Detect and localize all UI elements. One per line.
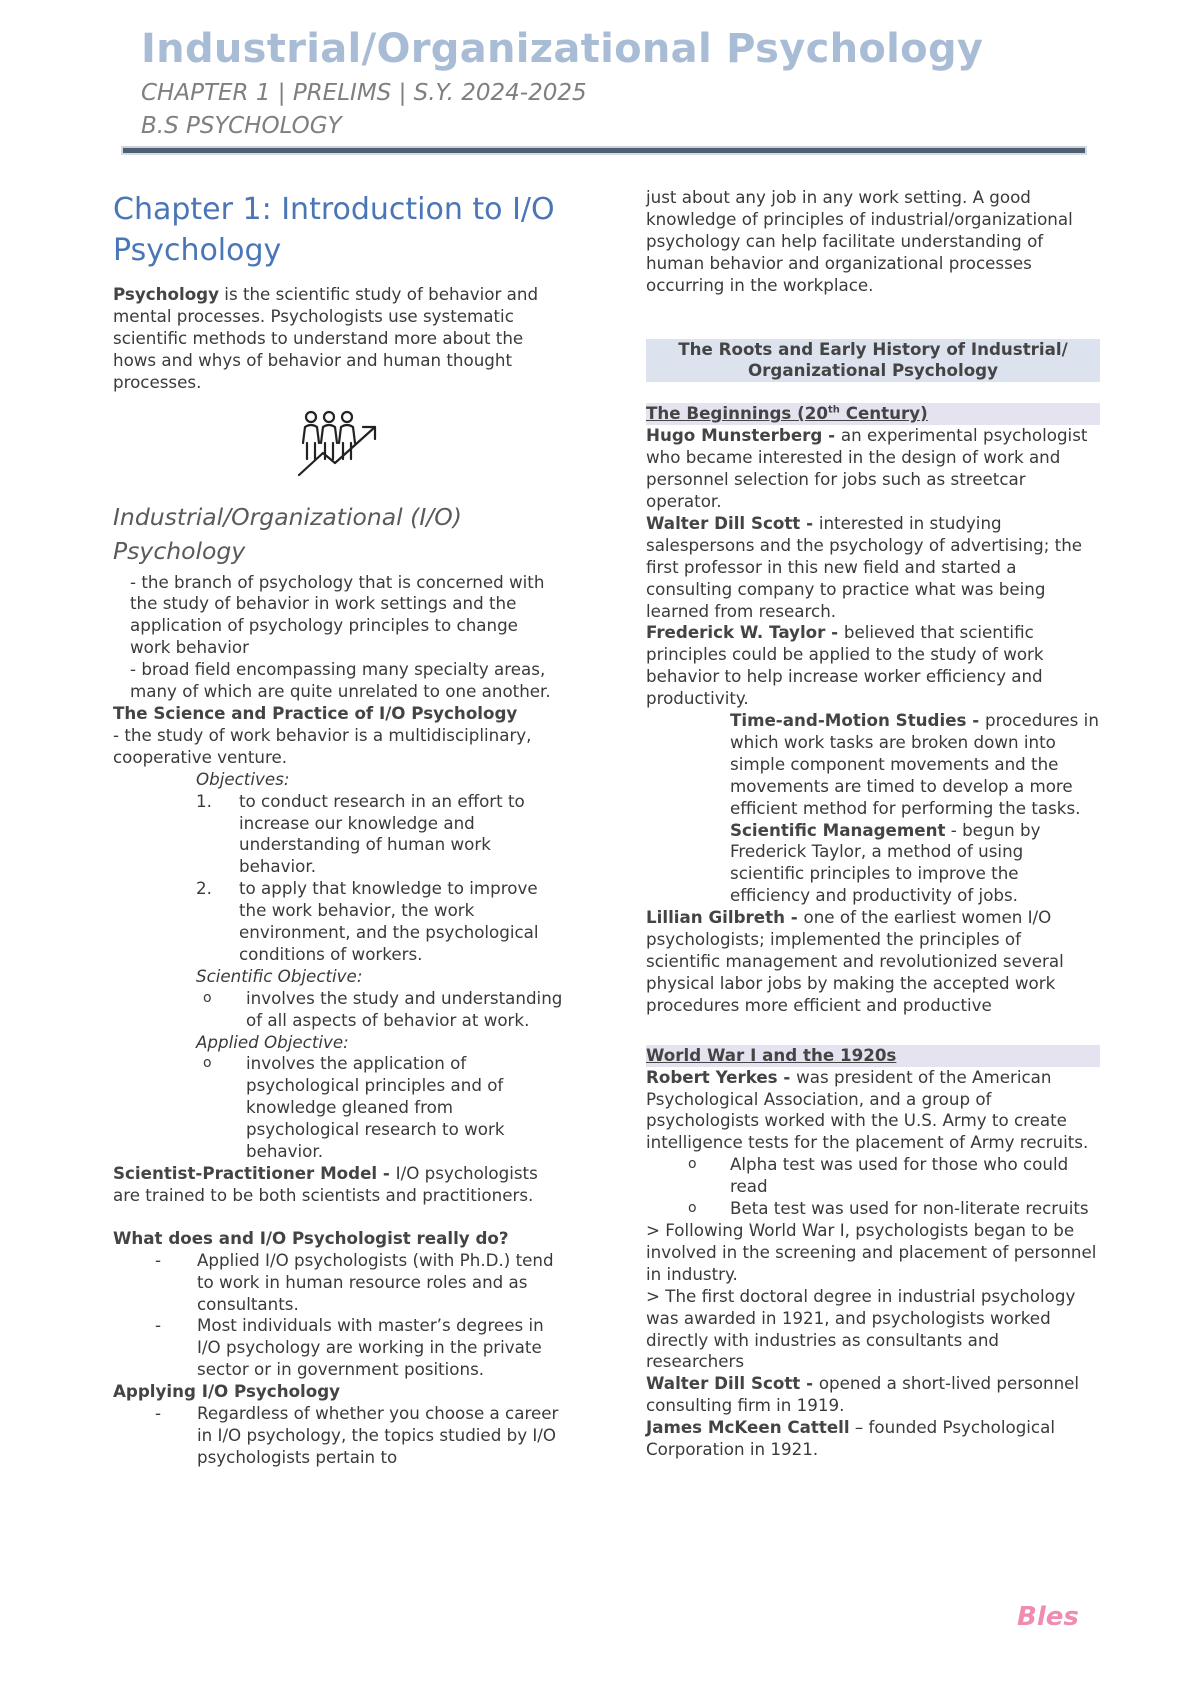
doctoral-degree-text: > The first doctoral degree in industrial psychology was awarded in 1921, and psychologists worked directly with industries as consultants and researchers	[646, 1285, 1076, 1372]
scientific-management-def: - begun by Frederick Taylor, a method of using scientific principles to improve the efficiency and productivity of jobs.	[730, 819, 1041, 906]
bullet-icon: o	[688, 1156, 697, 1173]
scott-term: Walter Dill Scott -	[646, 512, 819, 533]
science-practice-heading: The Science and Practice of I/O Psychology	[113, 702, 518, 723]
cattell-entry	[646, 1417, 1100, 1461]
spm-term: Scientist-Practitioner Model -	[113, 1163, 396, 1183]
yerkes-term: Robert Yerkes -	[646, 1066, 797, 1087]
beta-test-item	[646, 1198, 1100, 1220]
scott-entry	[646, 513, 1100, 623]
bullet-icon: o	[688, 1200, 697, 1217]
psychology-definition	[113, 284, 563, 394]
munsterberg-def: an experimental psychologist who became interested in the design of work and personnel selection for jobs such as streetcar operator.	[646, 425, 1088, 511]
chapter-title: Chapter 1: Introduction to I/O Psychology	[113, 192, 555, 268]
io-definition-1: - the branch of psychology that is concerned with the study of behavior in work settings and the application of psychology principles to change work behavior	[130, 571, 545, 658]
scott-firm-term: Walter Dill Scott -	[646, 1373, 819, 1394]
footer-watermark: Bles	[1017, 1602, 1079, 1632]
objective-item	[113, 791, 563, 879]
following-ww1-text: > Following World War I, psychologists began to be involved in the screening and placement of personnel in industry.	[646, 1219, 1097, 1284]
beta-test-text: Beta test was used for non-literate recruits	[730, 1198, 1089, 1219]
psychology-term: Psychology	[113, 284, 219, 304]
yerkes-entry	[646, 1067, 1100, 1155]
taylor-def: believed that scientific principles could be applied to the study of work behavior to help increase worker efficiency and productivity.	[646, 622, 1044, 709]
left-column	[113, 187, 563, 1469]
objective-text: to apply that knowledge to improve the work behavior, the work environment, and the psychological conditions of workers.	[239, 878, 539, 964]
list-item-text: Regardless of whether you choose a career in I/O psychology, the topics studied by I/O psychologists pertain to	[197, 1403, 559, 1467]
beginnings-heading-tail: Century)	[839, 403, 928, 424]
objective-item	[113, 878, 563, 966]
bullet-icon: o	[203, 1055, 212, 1072]
alpha-test-text: Alpha test was used for those who could read	[730, 1154, 1069, 1197]
cattell-term: James McKeen Cattell	[646, 1417, 850, 1438]
header-divider	[121, 146, 1087, 155]
dash-bullet: -	[155, 1315, 162, 1336]
objective-number: 1.	[196, 790, 212, 811]
time-motion-term: Time-and-Motion Studies -	[730, 710, 986, 731]
taylor-entry	[646, 622, 1100, 710]
time-motion-def: procedures in which work tasks are broken down into simple component movements and the movements are timed to develop a more efficient method for performing the tasks.	[730, 710, 1099, 818]
alpha-test-item	[646, 1154, 1100, 1198]
right-column	[646, 187, 1100, 1461]
objectives-label: Objectives:	[196, 768, 290, 789]
list-item	[113, 1250, 563, 1316]
gilbreth-term: Lillian Gilbreth -	[646, 907, 804, 928]
beginnings-heading-sup: th	[828, 404, 840, 416]
document-subtitle-chapter: CHAPTER 1 | PRELIMS | S.Y. 2024-2025	[141, 80, 587, 106]
objective-text: to conduct research in an effort to increase our knowledge and understanding of human work behavior.	[239, 790, 525, 877]
applied-objective-text: involves the application of psychological principles and of knowledge gleaned from psychological research to work behavior.	[246, 1053, 505, 1162]
continued-text: just about any job in any work setting. A good knowledge of principles of industrial/organizational psychology can help facilitate understanding of human behavior and organizational processes occurring in the workplace.	[646, 187, 1073, 295]
cattell-def: – founded Psychological Corporation in 1921.	[646, 1417, 1055, 1460]
applied-objective-item	[113, 1053, 563, 1163]
what-io-heading: What does and I/O Psychologist really do?	[113, 1227, 509, 1248]
yerkes-def: was president of the American Psychological Association, and a group of psychologists worked with the U.S. Army to create intelligence tests for the placement of Army recruits.	[646, 1066, 1089, 1153]
psychology-def-text: is the scientific study of behavior and mental processes. Psychologists use systematic scientific methods to understand more about the hows and whys of behavior and human thought processes.	[113, 284, 539, 392]
document-subtitle-program: B.S PSYCHOLOGY	[141, 113, 342, 139]
gilbreth-entry	[646, 907, 1100, 1017]
objective-number: 2.	[196, 878, 212, 899]
scientific-objective-item	[113, 988, 563, 1032]
gilbreth-def: one of the earliest women I/O psychologists; implemented the principles of scientific management and revolutionized several physical labor jobs by making the accepted work procedures more efficient and productive	[646, 907, 1064, 1015]
spm-def: I/O psychologists are trained to be both scientists and practitioners.	[113, 1163, 538, 1205]
io-definition-2: - broad field encompassing many specialty areas, many of which are quite unrelated to one another.	[130, 659, 551, 702]
taylor-term: Frederick W. Taylor -	[646, 622, 844, 643]
document-title: Industrial/Organizational Psychology	[141, 26, 984, 72]
list-item-text: Applied I/O psychologists (with Ph.D.) tend to work in human resource roles and as consultants.	[197, 1249, 554, 1314]
list-item	[113, 1403, 563, 1469]
list-item-text: Most individuals with master’s degrees in I/O psychology are working in the private sector or in government positions.	[197, 1315, 544, 1380]
beginnings-heading-text: The Beginnings (20	[646, 403, 828, 424]
applied-objective-label: Applied Objective:	[196, 1031, 349, 1052]
scientific-management-term: Scientific Management	[730, 819, 946, 840]
section-title-box: The Roots and Early History of Industrial/ Organizational Psychology	[646, 339, 1100, 383]
munsterberg-term: Hugo Munsterberg -	[646, 425, 841, 446]
io-heading: Industrial/Organizational (I/O) Psychology	[113, 502, 462, 565]
scott-firm-def: opened a short-lived personnel consulting firm in 1919.	[646, 1373, 1080, 1416]
scientist-practitioner-model	[113, 1163, 563, 1207]
scientific-objective-label: Scientific Objective:	[196, 965, 363, 986]
scientific-objective-text: involves the study and understanding of all aspects of behavior at work.	[246, 987, 563, 1030]
time-motion-entry	[646, 710, 1100, 820]
applying-io-heading: Applying I/O Psychology	[113, 1381, 341, 1402]
list-item	[113, 1315, 563, 1381]
bullet-icon: o	[203, 989, 212, 1006]
scientific-management-entry	[646, 820, 1100, 908]
scott-firm-entry	[646, 1373, 1100, 1417]
munsterberg-entry	[646, 425, 1100, 513]
beginnings-heading	[646, 403, 1100, 425]
science-practice-def: - the study of work behavior is a multidisciplinary, cooperative venture.	[113, 724, 532, 767]
scott-def: interested in studying salespersons and the psychology of advertising; the first professor in this new field and started a consulting company to practice what was being learned from research.	[646, 512, 1083, 621]
ww1-heading: World War I and the 1920s	[646, 1045, 1100, 1067]
people-growth-arrow-icon	[113, 394, 563, 492]
dash-bullet: -	[155, 1403, 162, 1424]
dash-bullet: -	[155, 1249, 162, 1270]
